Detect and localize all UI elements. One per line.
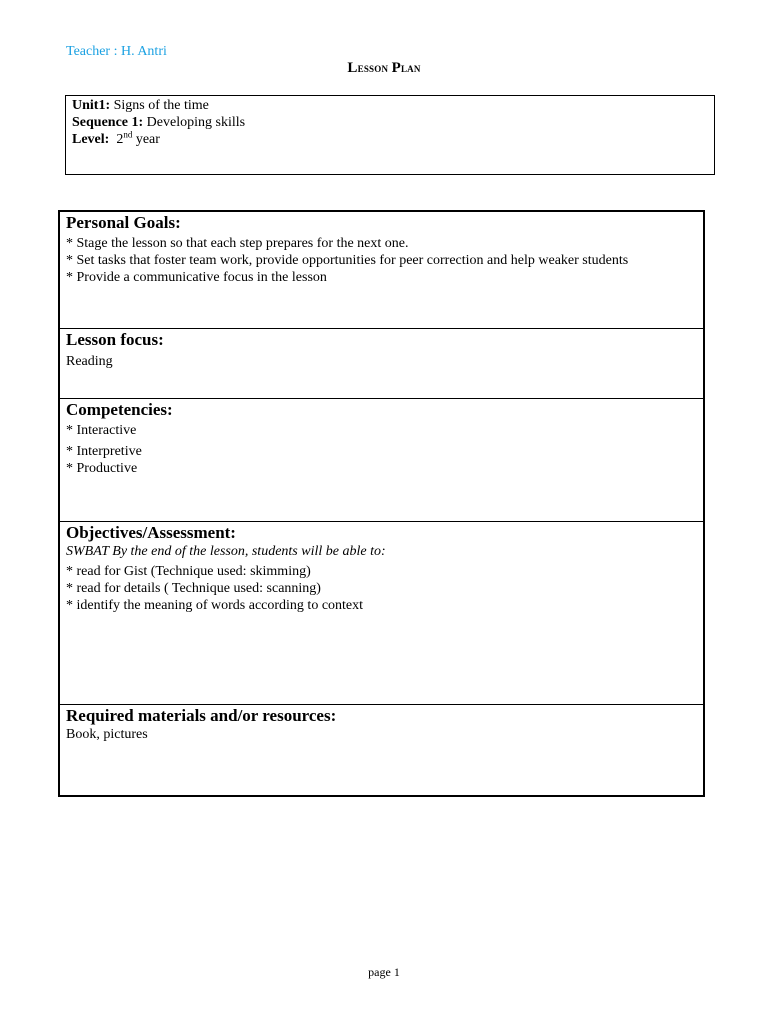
teacher-name: Teacher : H. Antri (66, 44, 167, 59)
page-number: page 1 (368, 965, 400, 979)
competency-item: * Productive (66, 461, 138, 476)
document-title: Lesson Plan (347, 60, 421, 76)
competency-item: * Interpretive (66, 444, 142, 459)
personal-goal-item: * Provide a communicative focus in the lesson (66, 270, 327, 285)
materials-value: Book, pictures (66, 727, 148, 742)
objective-item: * read for details ( Technique used: scanning) (66, 581, 321, 596)
competencies-heading: Competencies: (66, 400, 173, 419)
lesson-plan-table (58, 210, 705, 797)
objective-item: * read for Gist (Technique used: skimming) (66, 564, 311, 579)
lesson-focus-heading: Lesson focus: (66, 330, 164, 349)
lesson-focus-section (60, 330, 703, 399)
personal-goals-heading: Personal Goals: (66, 213, 181, 232)
competencies-section (60, 400, 703, 522)
objectives-intro: SWBAT By the end of the lesson, students will be able to: (66, 544, 386, 559)
materials-heading: Required materials and/or resources: (66, 706, 337, 725)
sequence-line: Sequence 1: Developing skills (72, 115, 246, 130)
unit-info-box (65, 95, 715, 175)
personal-goal-item: * Set tasks that foster team work, provide opportunities for peer correction and help weaker students (66, 253, 629, 268)
materials-section (60, 706, 703, 795)
personal-goal-item: * Stage the lesson so that each step prepares for the next one. (66, 236, 409, 251)
personal-goals-section (60, 213, 703, 329)
unit-line: Unit1: Signs of the time (72, 98, 209, 113)
lesson-focus-value: Reading (66, 354, 113, 369)
competency-item: * Interactive (66, 423, 137, 438)
level-line: Level: 2nd year (72, 129, 160, 147)
objective-item: * identify the meaning of words according to context (66, 598, 364, 613)
objectives-section (60, 523, 703, 705)
objectives-heading: Objectives/Assessment: (66, 523, 236, 542)
